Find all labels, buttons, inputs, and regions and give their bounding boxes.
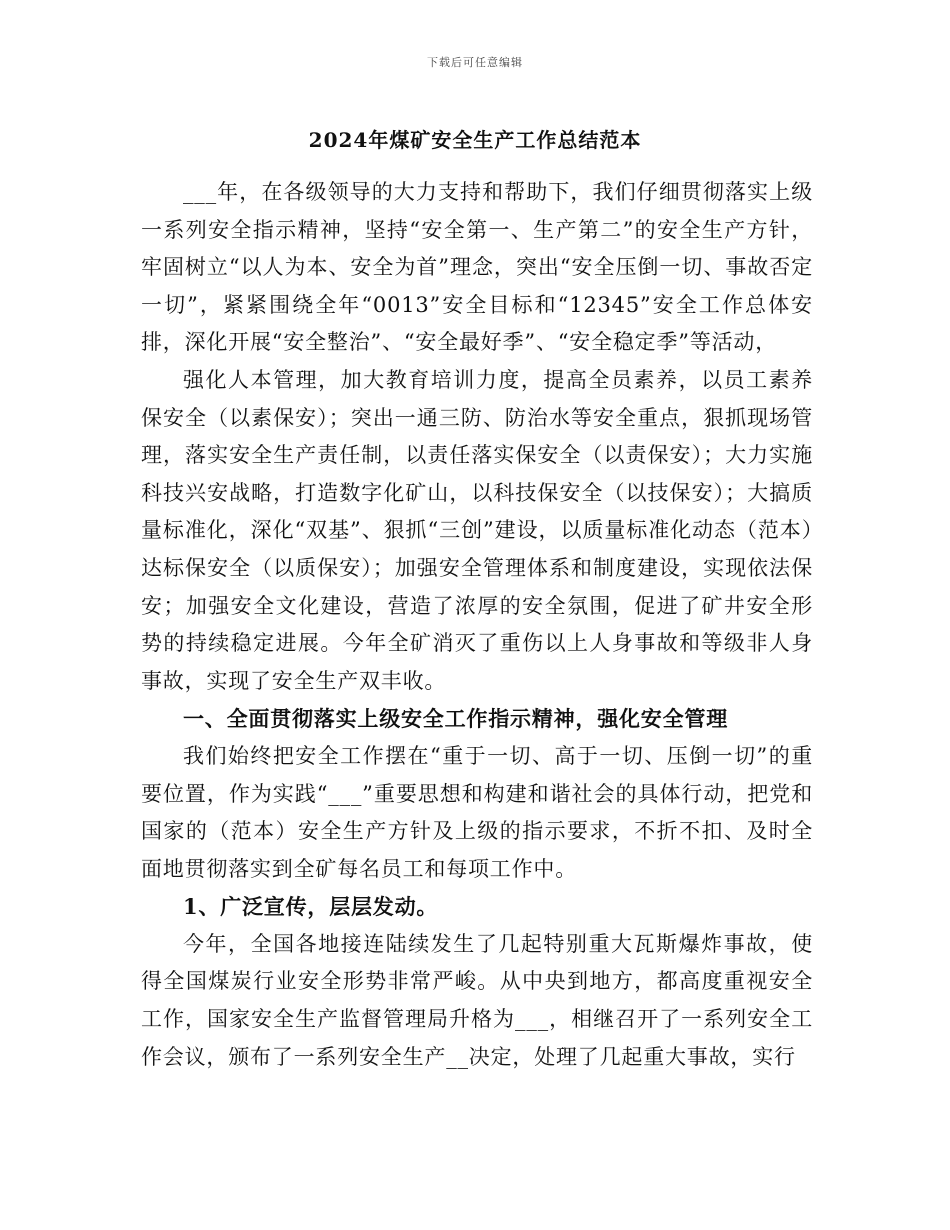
intro-paragraph: ___年，在各级领导的大力支持和帮助下，我们仔细贯彻落实上级一系列安全指示精神，坚持“安全第一、生产第二”的安全生产方针，牢固树立“以人为本、安全为首”理念，突出“安全压倒一切、事故否定一切”，紧紧围绕全年“0013”安全目标和“12345”安全工作总体安排，深化开展“安全整治”、“安全最好季”、“安全稳定季”等活动，: [141, 180, 813, 355]
document-title: 2024年煤矿安全生产工作总结范本: [308, 128, 642, 152]
subsection-heading: 1、广泛宣传，层层发动。: [183, 894, 439, 920]
subsection-paragraph: 今年，全国各地接连陆续发生了几起特别重大瓦斯爆炸事故，使得全国煤炭行业安全形势非常严峻。从中央到地方，都高度重视安全工作，国家安全生产监督管理局升格为___，相继召开了一系列安全工作会议，颁布了一系列安全生产__决定，处理了几起重大事故，实行: [141, 931, 813, 1069]
header-note: 下载后可任意编辑: [427, 56, 523, 69]
section-paragraph: 我们始终把安全工作摆在“重于一切、高于一切、压倒一切”的重要位置，作为实践“___”重要思想和构建和谐社会的具体行动，把党和国家的（范本）安全生产方针及上级的指示要求，不折不扣、及时全面地贯彻落实到全矿每名员工和每项工作中。: [141, 743, 813, 881]
measures-paragraph: 强化人本管理，加大教育培训力度，提高全员素养，以员工素养保安全（以素保安）；突出一通三防、防治水等安全重点，狠抓现场管理，落实安全生产责任制，以责任落实保安全（以责保安）；大力实施科技兴安战略，打造数字化矿山，以科技保安全（以技保安）；大搞质量标准化，深化“双基”、狠抓“三创”建设，以质量标准化动态（范本）达标保安全（以质保安）；加强安全管理体系和制度建设，实现依法保安；加强安全文化建设，营造了浓厚的安全氛围，促进了矿井安全形势的持续稳定进展。今年全矿消灭了重伤以上人身事故和等级非人身事故，实现了安全生产双丰收。: [141, 367, 813, 693]
section-heading: 一、全面贯彻落实上级安全工作指示精神，强化安全管理: [183, 706, 728, 732]
document-body: [141, 174, 813, 1076]
